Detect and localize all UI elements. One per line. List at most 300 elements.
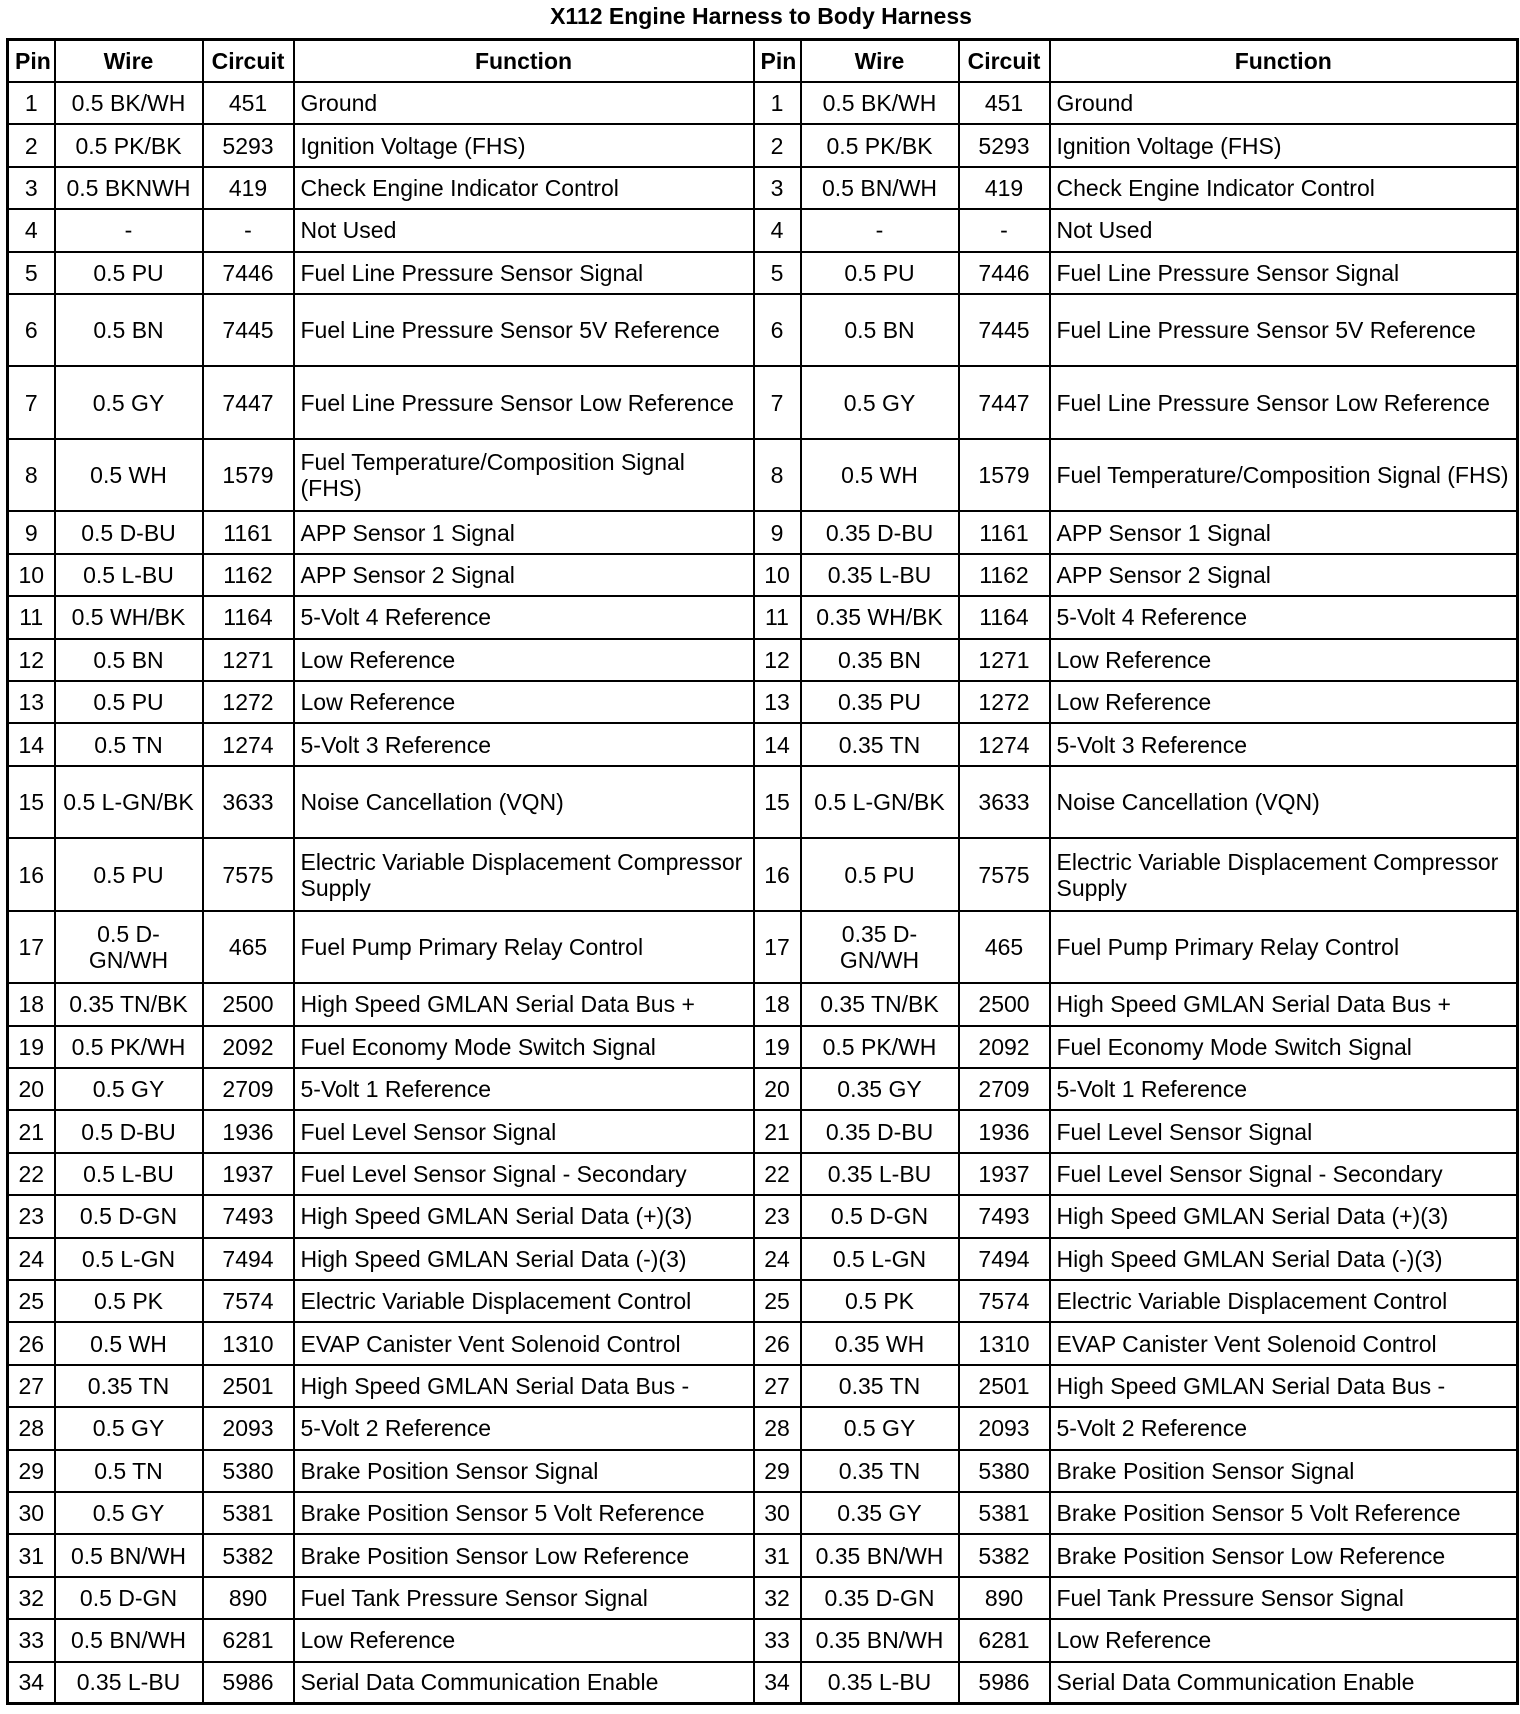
right-wire-cell: 0.5 L-GN/BK (801, 766, 959, 839)
right-pin-cell: 26 (754, 1322, 801, 1364)
right-function-cell: Electric Variable Displacement Control (1050, 1280, 1518, 1322)
table-body (8, 82, 1518, 1704)
left-wire-cell: 0.5 TN (55, 723, 203, 765)
left-function-cell: Fuel Level Sensor Signal (294, 1110, 754, 1152)
left-pin-cell: 7 (8, 366, 55, 439)
right-wire-cell: 0.5 BK/WH (801, 82, 959, 124)
right-function-cell: Fuel Tank Pressure Sensor Signal (1050, 1577, 1518, 1619)
right-circuit-cell: 3633 (959, 766, 1050, 839)
left-wire-cell: 0.5 BN (55, 639, 203, 681)
left-function-cell: 5-Volt 4 Reference (294, 596, 754, 638)
right-function-cell: High Speed GMLAN Serial Data Bus + (1050, 983, 1518, 1025)
right-function-cell: Serial Data Communication Enable (1050, 1662, 1518, 1704)
left-pin-cell: 8 (8, 439, 55, 512)
left-function-cell: Ignition Voltage (FHS) (294, 124, 754, 166)
right-function-cell: Fuel Line Pressure Sensor 5V Reference (1050, 294, 1518, 367)
left-function-cell: Fuel Line Pressure Sensor 5V Reference (294, 294, 754, 367)
right-wire-cell: 0.35 GY (801, 1068, 959, 1110)
right-wire-cell: 0.35 BN/WH (801, 1619, 959, 1661)
right-wire-cell: 0.35 L-BU (801, 1662, 959, 1704)
table-row (8, 766, 1518, 839)
left-function-cell: High Speed GMLAN Serial Data Bus + (294, 983, 754, 1025)
right-wire-cell: 0.5 PU (801, 252, 959, 294)
left-wire-cell: 0.5 BN/WH (55, 1534, 203, 1576)
left-pin-cell: 32 (8, 1577, 55, 1619)
right-wire-cell: 0.35 PU (801, 681, 959, 723)
left-pin-cell: 12 (8, 639, 55, 681)
right-pin-cell: 15 (754, 766, 801, 839)
right-function-cell: Low Reference (1050, 639, 1518, 681)
left-function-cell: Fuel Economy Mode Switch Signal (294, 1026, 754, 1068)
left-pin-cell: 15 (8, 766, 55, 839)
right-pin-cell: 25 (754, 1280, 801, 1322)
left-wire-cell: 0.5 BN (55, 294, 203, 367)
left-circuit-cell: 1164 (203, 596, 294, 638)
header-wire-right: Wire (801, 40, 959, 83)
left-wire-cell: 0.5 L-BU (55, 554, 203, 596)
right-wire-cell: 0.5 PK (801, 1280, 959, 1322)
table-row (8, 1407, 1518, 1449)
right-circuit-cell: 6281 (959, 1619, 1050, 1661)
table-row (8, 838, 1518, 911)
left-function-cell: Check Engine Indicator Control (294, 167, 754, 209)
table-row (8, 209, 1518, 251)
right-pin-cell: 6 (754, 294, 801, 367)
left-pin-cell: 17 (8, 911, 55, 984)
right-pin-cell: 17 (754, 911, 801, 984)
right-function-cell: Fuel Level Sensor Signal - Secondary (1050, 1153, 1518, 1195)
left-circuit-cell: 1579 (203, 439, 294, 512)
right-function-cell: Fuel Economy Mode Switch Signal (1050, 1026, 1518, 1068)
table-row (8, 252, 1518, 294)
left-circuit-cell: 1162 (203, 554, 294, 596)
table-row (8, 366, 1518, 439)
right-circuit-cell: 5382 (959, 1534, 1050, 1576)
right-wire-cell: 0.35 TN (801, 1450, 959, 1492)
left-pin-cell: 30 (8, 1492, 55, 1534)
table-row (8, 82, 1518, 124)
left-function-cell: Fuel Tank Pressure Sensor Signal (294, 1577, 754, 1619)
right-pin-cell: 32 (754, 1577, 801, 1619)
right-wire-cell: 0.5 GY (801, 1407, 959, 1449)
left-function-cell: APP Sensor 2 Signal (294, 554, 754, 596)
right-circuit-cell: 7493 (959, 1195, 1050, 1237)
left-pin-cell: 34 (8, 1662, 55, 1704)
table-row (8, 1195, 1518, 1237)
right-pin-cell: 5 (754, 252, 801, 294)
left-pin-cell: 21 (8, 1110, 55, 1152)
left-pin-cell: 29 (8, 1450, 55, 1492)
document-page (6, 0, 1516, 1705)
left-circuit-cell: 2709 (203, 1068, 294, 1110)
left-function-cell: Electric Variable Displacement Compressor Supply (294, 838, 754, 911)
left-pin-cell: 14 (8, 723, 55, 765)
left-pin-cell: 1 (8, 82, 55, 124)
right-wire-cell: 0.5 WH (801, 439, 959, 512)
right-circuit-cell: 1936 (959, 1110, 1050, 1152)
table-row (8, 511, 1518, 553)
right-function-cell: High Speed GMLAN Serial Data (+)(3) (1050, 1195, 1518, 1237)
left-circuit-cell: 5986 (203, 1662, 294, 1704)
right-circuit-cell: 1271 (959, 639, 1050, 681)
table-row (8, 294, 1518, 367)
table-row (8, 439, 1518, 512)
left-circuit-cell: 465 (203, 911, 294, 984)
left-pin-cell: 26 (8, 1322, 55, 1364)
left-wire-cell: 0.5 L-GN/BK (55, 766, 203, 839)
right-wire-cell: 0.35 L-BU (801, 1153, 959, 1195)
left-circuit-cell: 5381 (203, 1492, 294, 1534)
table-row (8, 124, 1518, 166)
left-circuit-cell: 5382 (203, 1534, 294, 1576)
right-wire-cell: 0.5 PK/BK (801, 124, 959, 166)
left-pin-cell: 6 (8, 294, 55, 367)
left-wire-cell: 0.5 D-GN/WH (55, 911, 203, 984)
left-pin-cell: 5 (8, 252, 55, 294)
left-circuit-cell: 2092 (203, 1026, 294, 1068)
left-circuit-cell: 7494 (203, 1238, 294, 1280)
right-pin-cell: 9 (754, 511, 801, 553)
left-function-cell: 5-Volt 3 Reference (294, 723, 754, 765)
right-wire-cell: 0.35 D-BU (801, 511, 959, 553)
right-pin-cell: 10 (754, 554, 801, 596)
header-function-right: Function (1050, 40, 1518, 83)
left-pin-cell: 23 (8, 1195, 55, 1237)
left-circuit-cell: 7447 (203, 366, 294, 439)
left-wire-cell: 0.5 PK/BK (55, 124, 203, 166)
right-circuit-cell: 5293 (959, 124, 1050, 166)
left-circuit-cell: 7574 (203, 1280, 294, 1322)
right-function-cell: 5-Volt 3 Reference (1050, 723, 1518, 765)
right-wire-cell: 0.35 WH (801, 1322, 959, 1364)
right-pin-cell: 1 (754, 82, 801, 124)
table-row (8, 911, 1518, 984)
table-row (8, 1238, 1518, 1280)
right-function-cell: APP Sensor 2 Signal (1050, 554, 1518, 596)
right-wire-cell: 0.35 D-GN (801, 1577, 959, 1619)
right-pin-cell: 20 (754, 1068, 801, 1110)
right-function-cell: Fuel Line Pressure Sensor Low Reference (1050, 366, 1518, 439)
table-row (8, 1492, 1518, 1534)
right-circuit-cell: 2709 (959, 1068, 1050, 1110)
left-wire-cell: 0.5 PU (55, 252, 203, 294)
table-row (8, 639, 1518, 681)
left-wire-cell: 0.35 TN/BK (55, 983, 203, 1025)
left-pin-cell: 10 (8, 554, 55, 596)
left-pin-cell: 20 (8, 1068, 55, 1110)
right-function-cell: High Speed GMLAN Serial Data (-)(3) (1050, 1238, 1518, 1280)
left-wire-cell: 0.5 PK (55, 1280, 203, 1322)
left-circuit-cell: 1274 (203, 723, 294, 765)
table-row (8, 554, 1518, 596)
right-wire-cell: 0.35 L-BU (801, 554, 959, 596)
left-wire-cell: - (55, 209, 203, 251)
left-wire-cell: 0.5 D-BU (55, 511, 203, 553)
right-function-cell: Ground (1050, 82, 1518, 124)
left-wire-cell: 0.5 PK/WH (55, 1026, 203, 1068)
left-pin-cell: 28 (8, 1407, 55, 1449)
right-circuit-cell: 7446 (959, 252, 1050, 294)
left-circuit-cell: 6281 (203, 1619, 294, 1661)
left-function-cell: High Speed GMLAN Serial Data (+)(3) (294, 1195, 754, 1237)
left-function-cell: 5-Volt 2 Reference (294, 1407, 754, 1449)
right-function-cell: Low Reference (1050, 1619, 1518, 1661)
right-circuit-cell: 5380 (959, 1450, 1050, 1492)
right-function-cell: Brake Position Sensor 5 Volt Reference (1050, 1492, 1518, 1534)
table-row (8, 167, 1518, 209)
left-wire-cell: 0.5 PU (55, 681, 203, 723)
left-circuit-cell: 890 (203, 1577, 294, 1619)
header-pin-left: Pin (8, 40, 55, 83)
right-pin-cell: 3 (754, 167, 801, 209)
right-function-cell: 5-Volt 1 Reference (1050, 1068, 1518, 1110)
left-circuit-cell: 7445 (203, 294, 294, 367)
header-circuit-right: Circuit (959, 40, 1050, 83)
right-circuit-cell: 7447 (959, 366, 1050, 439)
right-pin-cell: 7 (754, 366, 801, 439)
left-wire-cell: 0.5 BKNWH (55, 167, 203, 209)
right-function-cell: High Speed GMLAN Serial Data Bus - (1050, 1365, 1518, 1407)
left-wire-cell: 0.35 TN (55, 1365, 203, 1407)
right-circuit-cell: 1164 (959, 596, 1050, 638)
right-circuit-cell: 1274 (959, 723, 1050, 765)
right-circuit-cell: 7445 (959, 294, 1050, 367)
right-function-cell: APP Sensor 1 Signal (1050, 511, 1518, 553)
right-circuit-cell: 2092 (959, 1026, 1050, 1068)
right-wire-cell: 0.35 BN/WH (801, 1534, 959, 1576)
left-function-cell: Brake Position Sensor 5 Volt Reference (294, 1492, 754, 1534)
left-circuit-cell: 1310 (203, 1322, 294, 1364)
table-title: X112 Engine Harness to Body Harness (550, 3, 972, 29)
right-wire-cell: 0.35 TN (801, 723, 959, 765)
right-function-cell: Fuel Level Sensor Signal (1050, 1110, 1518, 1152)
table-row (8, 1153, 1518, 1195)
left-circuit-cell: 2501 (203, 1365, 294, 1407)
left-pin-cell: 31 (8, 1534, 55, 1576)
right-circuit-cell: - (959, 209, 1050, 251)
left-wire-cell: 0.5 TN (55, 1450, 203, 1492)
left-circuit-cell: 7575 (203, 838, 294, 911)
left-circuit-cell: - (203, 209, 294, 251)
right-pin-cell: 28 (754, 1407, 801, 1449)
left-pin-cell: 22 (8, 1153, 55, 1195)
header-function-left: Function (294, 40, 754, 83)
left-wire-cell: 0.5 PU (55, 838, 203, 911)
right-function-cell: Brake Position Sensor Low Reference (1050, 1534, 1518, 1576)
right-circuit-cell: 2500 (959, 983, 1050, 1025)
right-pin-cell: 12 (754, 639, 801, 681)
left-pin-cell: 19 (8, 1026, 55, 1068)
left-pin-cell: 16 (8, 838, 55, 911)
right-function-cell: Brake Position Sensor Signal (1050, 1450, 1518, 1492)
left-function-cell: 5-Volt 1 Reference (294, 1068, 754, 1110)
left-circuit-cell: 7493 (203, 1195, 294, 1237)
table-row (8, 1534, 1518, 1576)
right-circuit-cell: 1579 (959, 439, 1050, 512)
right-wire-cell: 0.35 D-BU (801, 1110, 959, 1152)
right-pin-cell: 33 (754, 1619, 801, 1661)
right-wire-cell: 0.35 TN (801, 1365, 959, 1407)
left-circuit-cell: 1936 (203, 1110, 294, 1152)
right-function-cell: Fuel Line Pressure Sensor Signal (1050, 252, 1518, 294)
left-circuit-cell: 1271 (203, 639, 294, 681)
right-function-cell: 5-Volt 4 Reference (1050, 596, 1518, 638)
right-circuit-cell: 1310 (959, 1322, 1050, 1364)
table-row (8, 1365, 1518, 1407)
left-circuit-cell: 2500 (203, 983, 294, 1025)
left-wire-cell: 0.5 BN/WH (55, 1619, 203, 1661)
right-circuit-cell: 1272 (959, 681, 1050, 723)
left-function-cell: High Speed GMLAN Serial Data (-)(3) (294, 1238, 754, 1280)
left-function-cell: Noise Cancellation (VQN) (294, 766, 754, 839)
left-wire-cell: 0.5 GY (55, 1407, 203, 1449)
table-row (8, 983, 1518, 1025)
left-circuit-cell: 7446 (203, 252, 294, 294)
right-circuit-cell: 7575 (959, 838, 1050, 911)
right-circuit-cell: 419 (959, 167, 1050, 209)
left-function-cell: Low Reference (294, 681, 754, 723)
left-function-cell: EVAP Canister Vent Solenoid Control (294, 1322, 754, 1364)
left-pin-cell: 4 (8, 209, 55, 251)
right-function-cell: Fuel Temperature/Composition Signal (FHS) (1050, 439, 1518, 512)
right-function-cell: Ignition Voltage (FHS) (1050, 124, 1518, 166)
right-wire-cell: 0.35 BN (801, 639, 959, 681)
header-wire-left: Wire (55, 40, 203, 83)
left-function-cell: Fuel Temperature/Composition Signal (FHS) (294, 439, 754, 512)
left-function-cell: Brake Position Sensor Signal (294, 1450, 754, 1492)
left-function-cell: Brake Position Sensor Low Reference (294, 1534, 754, 1576)
right-function-cell: Noise Cancellation (VQN) (1050, 766, 1518, 839)
right-pin-cell: 30 (754, 1492, 801, 1534)
table-row (8, 1450, 1518, 1492)
left-wire-cell: 0.5 D-BU (55, 1110, 203, 1152)
right-pin-cell: 19 (754, 1026, 801, 1068)
left-function-cell: Low Reference (294, 639, 754, 681)
table-row (8, 1026, 1518, 1068)
right-function-cell: 5-Volt 2 Reference (1050, 1407, 1518, 1449)
left-wire-cell: 0.5 L-GN (55, 1238, 203, 1280)
left-wire-cell: 0.5 WH (55, 1322, 203, 1364)
table-row (8, 596, 1518, 638)
left-circuit-cell: 1937 (203, 1153, 294, 1195)
left-circuit-cell: 1161 (203, 511, 294, 553)
right-circuit-cell: 451 (959, 82, 1050, 124)
left-function-cell: High Speed GMLAN Serial Data Bus - (294, 1365, 754, 1407)
header-row (8, 40, 1518, 83)
left-function-cell: Ground (294, 82, 754, 124)
right-pin-cell: 31 (754, 1534, 801, 1576)
left-circuit-cell: 3633 (203, 766, 294, 839)
right-wire-cell: 0.5 PU (801, 838, 959, 911)
table-row (8, 1280, 1518, 1322)
table-row (8, 1619, 1518, 1661)
header-pin-right: Pin (754, 40, 801, 83)
right-wire-cell: 0.35 D-GN/WH (801, 911, 959, 984)
right-pin-cell: 18 (754, 983, 801, 1025)
right-circuit-cell: 1161 (959, 511, 1050, 553)
header-circuit-left: Circuit (203, 40, 294, 83)
right-circuit-cell: 5986 (959, 1662, 1050, 1704)
table-row (8, 723, 1518, 765)
left-wire-cell: 0.5 WH (55, 439, 203, 512)
left-wire-cell: 0.35 L-BU (55, 1662, 203, 1704)
right-circuit-cell: 2501 (959, 1365, 1050, 1407)
right-pin-cell: 21 (754, 1110, 801, 1152)
left-function-cell: Electric Variable Displacement Control (294, 1280, 754, 1322)
right-circuit-cell: 890 (959, 1577, 1050, 1619)
left-function-cell: Not Used (294, 209, 754, 251)
harness-pinout-table (6, 38, 1519, 1705)
right-function-cell: Low Reference (1050, 681, 1518, 723)
left-function-cell: APP Sensor 1 Signal (294, 511, 754, 553)
right-circuit-cell: 5381 (959, 1492, 1050, 1534)
table-row (8, 1110, 1518, 1152)
right-wire-cell: 0.5 BN (801, 294, 959, 367)
left-pin-cell: 11 (8, 596, 55, 638)
left-circuit-cell: 2093 (203, 1407, 294, 1449)
table-row (8, 1662, 1518, 1704)
right-function-cell: EVAP Canister Vent Solenoid Control (1050, 1322, 1518, 1364)
right-circuit-cell: 7574 (959, 1280, 1050, 1322)
right-wire-cell: - (801, 209, 959, 251)
right-pin-cell: 2 (754, 124, 801, 166)
right-circuit-cell: 465 (959, 911, 1050, 984)
left-circuit-cell: 1272 (203, 681, 294, 723)
right-circuit-cell: 1162 (959, 554, 1050, 596)
left-pin-cell: 33 (8, 1619, 55, 1661)
right-pin-cell: 11 (754, 596, 801, 638)
left-wire-cell: 0.5 L-BU (55, 1153, 203, 1195)
right-pin-cell: 22 (754, 1153, 801, 1195)
right-pin-cell: 24 (754, 1238, 801, 1280)
left-function-cell: Fuel Level Sensor Signal - Secondary (294, 1153, 754, 1195)
left-pin-cell: 18 (8, 983, 55, 1025)
left-circuit-cell: 5380 (203, 1450, 294, 1492)
left-pin-cell: 27 (8, 1365, 55, 1407)
right-circuit-cell: 7494 (959, 1238, 1050, 1280)
left-pin-cell: 24 (8, 1238, 55, 1280)
left-pin-cell: 3 (8, 167, 55, 209)
right-pin-cell: 23 (754, 1195, 801, 1237)
left-wire-cell: 0.5 WH/BK (55, 596, 203, 638)
right-wire-cell: 0.5 PK/WH (801, 1026, 959, 1068)
left-circuit-cell: 451 (203, 82, 294, 124)
right-function-cell: Check Engine Indicator Control (1050, 167, 1518, 209)
left-circuit-cell: 5293 (203, 124, 294, 166)
right-pin-cell: 8 (754, 439, 801, 512)
right-wire-cell: 0.35 GY (801, 1492, 959, 1534)
right-pin-cell: 29 (754, 1450, 801, 1492)
right-wire-cell: 0.35 TN/BK (801, 983, 959, 1025)
right-pin-cell: 4 (754, 209, 801, 251)
left-pin-cell: 9 (8, 511, 55, 553)
right-circuit-cell: 2093 (959, 1407, 1050, 1449)
left-pin-cell: 2 (8, 124, 55, 166)
table-row (8, 681, 1518, 723)
left-wire-cell: 0.5 GY (55, 366, 203, 439)
right-circuit-cell: 1937 (959, 1153, 1050, 1195)
right-pin-cell: 34 (754, 1662, 801, 1704)
left-wire-cell: 0.5 GY (55, 1068, 203, 1110)
left-function-cell: Serial Data Communication Enable (294, 1662, 754, 1704)
right-pin-cell: 14 (754, 723, 801, 765)
right-function-cell: Electric Variable Displacement Compressor Supply (1050, 838, 1518, 911)
right-wire-cell: 0.5 GY (801, 366, 959, 439)
table-row (8, 1068, 1518, 1110)
left-circuit-cell: 419 (203, 167, 294, 209)
table-row (8, 1577, 1518, 1619)
left-function-cell: Fuel Pump Primary Relay Control (294, 911, 754, 984)
